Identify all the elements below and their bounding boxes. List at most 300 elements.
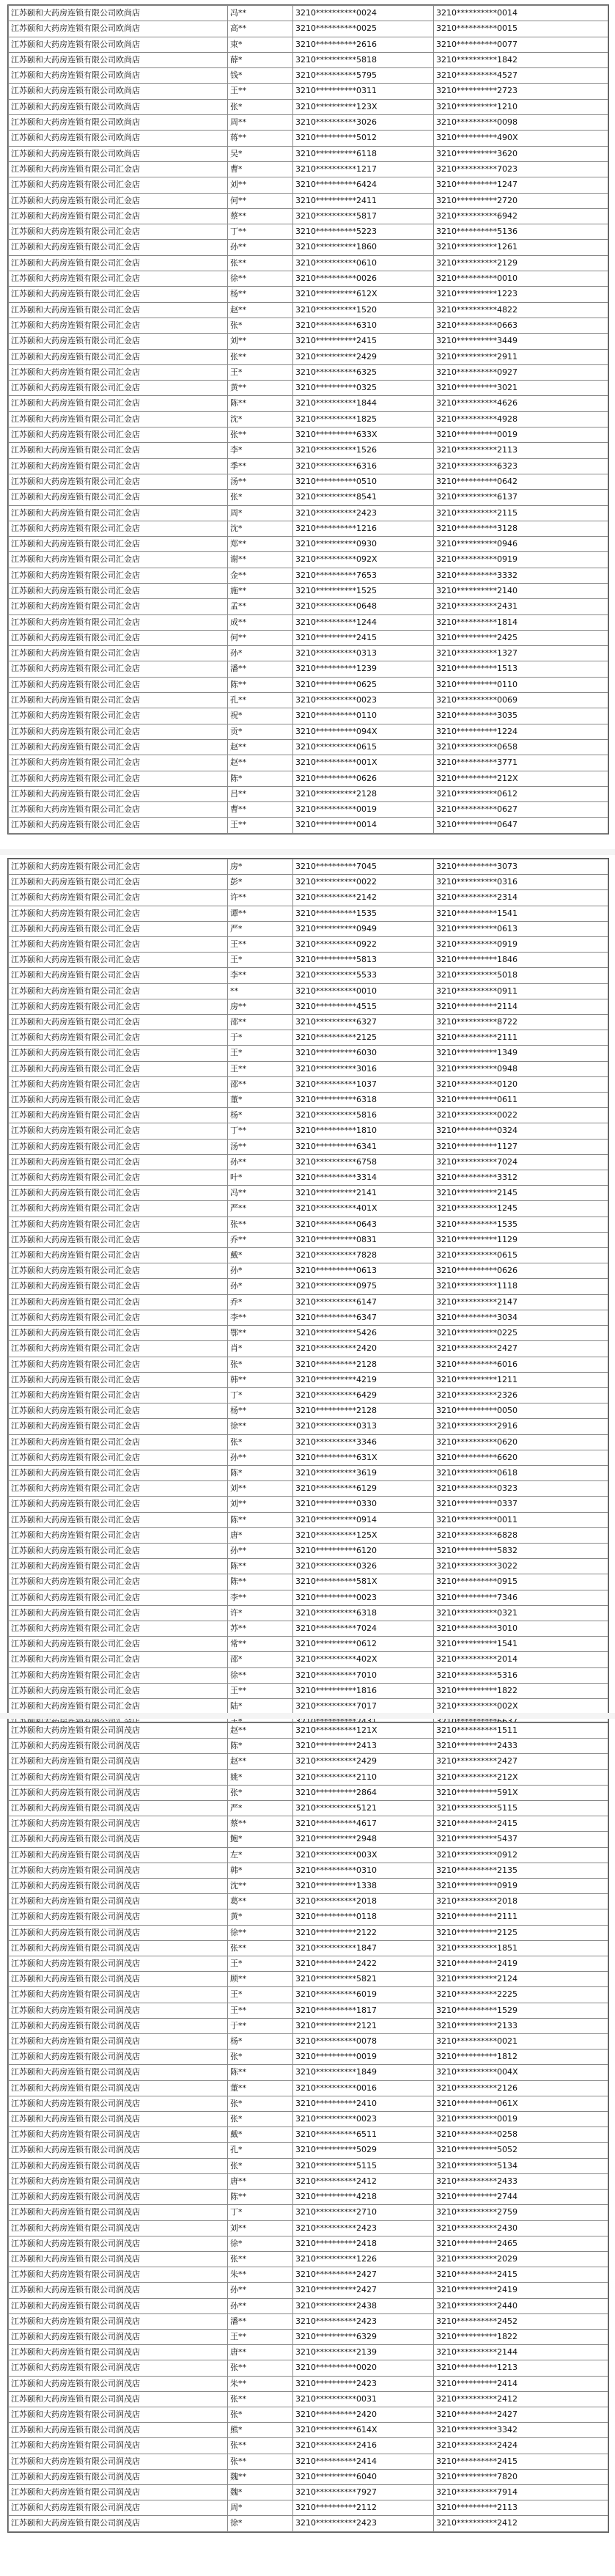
store-cell: 江苏颐和大药房连锁有限公司汇金店	[9, 921, 228, 936]
id-number-cell: 3210**********1860	[293, 240, 434, 255]
table-row	[9, 1030, 608, 1046]
table-row	[9, 1909, 608, 1925]
name-cell: 孙**	[228, 2298, 293, 2313]
name-cell: 孙**	[228, 2283, 293, 2298]
table-row	[9, 755, 608, 771]
id-number-cell: 3210**********7024	[434, 1154, 608, 1170]
store-cell: 江苏颐和大药房连锁有限公司润茂店	[9, 2003, 228, 2018]
table-row	[9, 84, 608, 99]
table-row	[9, 2423, 608, 2438]
id-number-cell: 3210**********3035	[434, 708, 608, 724]
id-number-cell: 3210**********0110	[434, 677, 608, 692]
name-cell: 谭**	[228, 906, 293, 921]
id-number-cell: 3210**********6942	[434, 208, 608, 224]
id-number-cell: 3210**********0019	[293, 802, 434, 818]
table-row	[9, 1723, 608, 1739]
id-number-cell: 3210**********0663	[434, 318, 608, 333]
id-number-cell: 3210**********2433	[434, 2173, 608, 2189]
table-row	[9, 428, 608, 443]
id-number-cell: 3210**********2864	[293, 1785, 434, 1800]
table-row	[9, 739, 608, 755]
name-cell: 唐**	[228, 2345, 293, 2360]
table-row	[9, 521, 608, 536]
id-number-cell: 3210**********8541	[293, 490, 434, 505]
store-cell: 江苏颐和大药房连锁有限公司润茂店	[9, 1987, 228, 2003]
name-cell: 王**	[228, 1061, 293, 1076]
id-number-cell: 3210**********1127	[434, 1139, 608, 1154]
name-cell: 张*	[228, 1785, 293, 1800]
store-cell: 江苏颐和大药房连锁有限公司润茂店	[9, 1769, 228, 1785]
name-cell: 孔**	[228, 693, 293, 708]
name-cell: 葛**	[228, 1894, 293, 1909]
table-row	[9, 1387, 608, 1403]
id-number-cell: 3210**********0023	[293, 2112, 434, 2127]
id-number-cell: 3210**********0919	[434, 1879, 608, 1894]
id-number-cell: 3210**********3619	[293, 1465, 434, 1480]
id-number-cell: 3210**********2440	[434, 2298, 608, 2313]
name-cell: 王**	[228, 818, 293, 833]
name-cell: 周**	[228, 115, 293, 131]
id-number-cell: 3210**********0120	[434, 1076, 608, 1092]
store-cell: 江苏颐和大药房连锁有限公司润茂店	[9, 2313, 228, 2329]
name-cell: 汤**	[228, 1139, 293, 1154]
id-number-cell: 3210**********2419	[434, 1956, 608, 1972]
id-number-cell: 3210**********0612	[434, 786, 608, 801]
store-cell: 江苏颐和大药房连锁有限公司润茂店	[9, 1832, 228, 1847]
name-cell: 张**	[228, 2438, 293, 2454]
table-row	[9, 2173, 608, 2189]
store-cell: 江苏颐和大药房连锁有限公司润茂店	[9, 2267, 228, 2283]
name-cell: 冯**	[228, 6, 293, 21]
table-row	[9, 2298, 608, 2313]
id-number-cell: 3210**********6318	[293, 1093, 434, 1108]
name-cell: 王**	[228, 84, 293, 99]
store-cell: 江苏颐和大药房连锁有限公司汇金店	[9, 771, 228, 786]
table-row	[9, 1574, 608, 1590]
table-row	[9, 1497, 608, 1512]
table-row	[9, 1201, 608, 1217]
name-cell: 张*	[228, 2112, 293, 2127]
table-row	[9, 1698, 608, 1714]
id-number-cell: 3210**********2744	[434, 2190, 608, 2205]
store-cell: 江苏颐和大药房连锁有限公司汇金店	[9, 490, 228, 505]
id-number-cell: 3210**********2911	[434, 349, 608, 364]
id-number-cell: 3210**********0643	[293, 1217, 434, 1232]
id-number-cell: 3210**********0014	[293, 818, 434, 833]
name-cell: 孙*	[228, 1279, 293, 1294]
id-number-cell: 3210**********003X	[293, 1847, 434, 1863]
id-number-cell: 3210**********5223	[293, 224, 434, 240]
table-row	[9, 364, 608, 380]
store-cell: 江苏颐和大药房连锁有限公司润茂店	[9, 2516, 228, 2531]
id-number-cell: 3210**********2139	[293, 2345, 434, 2360]
table-row	[9, 906, 608, 921]
id-number-cell: 3210**********2125	[434, 1925, 608, 1940]
table-row	[9, 999, 608, 1014]
id-number-cell: 3210**********5533	[293, 968, 434, 983]
id-number-cell: 3210**********0647	[434, 818, 608, 833]
store-cell: 江苏颐和大药房连锁有限公司润茂店	[9, 1801, 228, 1816]
id-number-cell: 3210**********1511	[434, 1723, 608, 1739]
id-number-cell: 3210**********6347	[293, 1310, 434, 1325]
table-row	[9, 1956, 608, 1972]
name-cell: 魏**	[228, 2469, 293, 2484]
name-cell: 鄂**	[228, 1326, 293, 1341]
store-cell: 江苏颐和大药房连锁有限公司汇金店	[9, 968, 228, 983]
id-number-cell: 3210**********3312	[434, 1170, 608, 1186]
name-cell: 杨*	[228, 2034, 293, 2050]
id-number-cell: 3210**********002X	[434, 1698, 608, 1714]
id-number-cell: 3210**********6310	[293, 318, 434, 333]
id-number-cell: 3210**********2616	[293, 37, 434, 52]
id-number-cell: 3210**********1216	[293, 521, 434, 536]
table-row	[9, 161, 608, 177]
table-row	[9, 890, 608, 906]
id-number-cell: 3210**********6424	[293, 177, 434, 193]
name-cell: 孙**	[228, 1154, 293, 1170]
id-number-cell: 3210**********2423	[293, 505, 434, 521]
name-cell: 张**	[228, 2360, 293, 2376]
name-cell: 张*	[228, 99, 293, 114]
name-cell: 孙**	[228, 240, 293, 255]
name-cell: 郑**	[228, 537, 293, 552]
id-number-cell: 3210**********7346	[434, 1590, 608, 1605]
name-cell: 王*	[228, 364, 293, 380]
name-cell: 孔*	[228, 2143, 293, 2158]
store-cell: 江苏颐和大药房连锁有限公司汇金店	[9, 428, 228, 443]
id-number-cell: 3210**********0019	[434, 2112, 608, 2127]
name-cell: 施**	[228, 583, 293, 598]
store-cell: 江苏颐和大药房连锁有限公司汇金店	[9, 1186, 228, 1201]
id-number-cell: 3210**********2128	[293, 1403, 434, 1419]
table-row	[9, 2112, 608, 2127]
name-cell: 张*	[228, 318, 293, 333]
id-number-cell: 3210**********1822	[434, 2329, 608, 2344]
table-row	[9, 193, 608, 208]
id-number-cell: 3210**********3771	[434, 755, 608, 771]
id-number-cell: 3210**********3332	[434, 568, 608, 583]
id-number-cell: 3210**********0610	[293, 255, 434, 271]
store-cell: 江苏颐和大药房连锁有限公司润茂店	[9, 1739, 228, 1754]
name-cell: 孙**	[228, 1543, 293, 1558]
store-cell: 江苏颐和大药房连锁有限公司润茂店	[9, 2034, 228, 2050]
id-number-cell: 3210**********0922	[293, 937, 434, 953]
id-number-cell: 3210**********1217	[293, 161, 434, 177]
id-number-cell: 3210**********2431	[434, 599, 608, 614]
id-number-cell: 3210**********1812	[434, 2050, 608, 2065]
id-number-cell: 3210**********1847	[293, 1940, 434, 1956]
table-row	[9, 1621, 608, 1636]
id-number-cell: 3210**********0022	[293, 875, 434, 890]
name-cell: 彭*	[228, 875, 293, 890]
name-cell: 徐**	[228, 1667, 293, 1683]
table-row	[9, 2143, 608, 2158]
page-break	[0, 1713, 615, 1719]
id-number-cell: 3210**********0313	[293, 1419, 434, 1434]
store-cell: 江苏颐和大药房连锁有限公司欧尚店	[9, 84, 228, 99]
id-number-cell: 3210**********5134	[434, 2158, 608, 2173]
store-cell: 江苏颐和大药房连锁有限公司汇金店	[9, 1559, 228, 1574]
name-cell: 刘**	[228, 177, 293, 193]
id-number-cell: 3210**********5052	[434, 2143, 608, 2158]
id-number-cell: 3210**********0010	[293, 983, 434, 999]
name-cell: 潘**	[228, 661, 293, 677]
name-cell: 戴*	[228, 2127, 293, 2143]
id-number-cell: 3210**********5316	[434, 1667, 608, 1683]
name-cell: 祝*	[228, 708, 293, 724]
table-row	[9, 983, 608, 999]
id-number-cell: 3210**********1349	[434, 1046, 608, 1061]
table-row	[9, 1652, 608, 1667]
id-number-cell: 3210**********001X	[293, 755, 434, 771]
table-row	[9, 1543, 608, 1558]
id-number-cell: 3210**********0031	[293, 2391, 434, 2407]
name-cell: 丁**	[228, 1123, 293, 1139]
name-cell: 乔*	[228, 1294, 293, 1310]
id-number-cell: 3210**********1037	[293, 1076, 434, 1092]
id-number-cell: 3210**********212X	[434, 771, 608, 786]
table-row	[9, 287, 608, 302]
id-number-cell: 3210**********1817	[293, 2003, 434, 2018]
store-cell: 江苏颐和大药房连锁有限公司润茂店	[9, 2500, 228, 2516]
table-row	[9, 875, 608, 890]
table-row	[9, 1076, 608, 1092]
id-number-cell: 3210**********0919	[434, 937, 608, 953]
id-number-cell: 3210**********2427	[434, 1341, 608, 1357]
store-cell: 江苏颐和大药房连锁有限公司欧尚店	[9, 68, 228, 84]
store-cell: 江苏颐和大药房连锁有限公司汇金店	[9, 1341, 228, 1357]
id-number-cell: 3210**********0313	[293, 646, 434, 661]
id-number-cell: 3210**********2142	[293, 890, 434, 906]
table-row	[9, 396, 608, 411]
table-row	[9, 2500, 608, 2516]
name-cell: 蒋**	[228, 131, 293, 146]
table-row	[9, 1108, 608, 1123]
table-row	[9, 2190, 608, 2205]
table-row	[9, 583, 608, 598]
id-number-cell: 3210**********1525	[293, 583, 434, 598]
id-number-cell: 3210**********1529	[434, 2003, 608, 2018]
table-row	[9, 1801, 608, 1816]
id-number-cell: 3210**********2438	[293, 2298, 434, 2313]
id-number-cell: 3210**********0022	[434, 1108, 608, 1123]
table-row	[9, 1879, 608, 1894]
table-row	[9, 1754, 608, 1769]
name-cell: 张*	[228, 2096, 293, 2111]
name-cell: 杨**	[228, 1403, 293, 1419]
name-cell: 蔡**	[228, 1816, 293, 1832]
id-number-cell: 3210**********1541	[434, 1637, 608, 1652]
id-number-cell: 3210**********2916	[434, 1419, 608, 1434]
name-cell: **	[228, 983, 293, 999]
name-cell: 黄**	[228, 381, 293, 396]
id-number-cell: 3210**********0612	[293, 1637, 434, 1652]
id-number-cell: 3210**********6129	[293, 1481, 434, 1497]
id-number-cell: 3210**********2414	[293, 2454, 434, 2469]
id-number-cell: 3210**********0023	[293, 1590, 434, 1605]
id-number-cell: 3210**********2113	[434, 443, 608, 458]
id-number-cell: 3210**********0077	[434, 37, 608, 52]
id-number-cell: 3210**********0324	[434, 1123, 608, 1139]
id-number-cell: 3210**********3021	[434, 381, 608, 396]
id-number-cell: 3210**********6030	[293, 1046, 434, 1061]
store-cell: 江苏颐和大药房连锁有限公司润茂店	[9, 2391, 228, 2407]
id-number-cell: 3210**********6120	[293, 1543, 434, 1558]
id-number-cell: 3210**********6316	[293, 458, 434, 474]
name-cell: 孙*	[228, 1263, 293, 1279]
table-row	[9, 2484, 608, 2500]
name-cell: 李**	[228, 1590, 293, 1605]
table-row	[9, 2018, 608, 2033]
record-table	[8, 1722, 608, 2532]
name-cell: 丁*	[228, 2205, 293, 2220]
name-cell: 赵**	[228, 1723, 293, 1739]
table-row	[9, 1683, 608, 1698]
id-number-cell: 3210**********4527	[434, 68, 608, 84]
store-cell: 江苏颐和大药房连锁有限公司汇金店	[9, 396, 228, 411]
id-number-cell: 3210**********4617	[293, 1816, 434, 1832]
table-row	[9, 2080, 608, 2096]
id-number-cell: 3210**********6118	[293, 146, 434, 161]
store-cell: 江苏颐和大药房连锁有限公司汇金店	[9, 630, 228, 645]
table-row	[9, 2236, 608, 2251]
table-row	[9, 708, 608, 724]
name-cell: 成**	[228, 614, 293, 630]
table-row	[9, 724, 608, 739]
id-number-cell: 3210**********6429	[293, 1387, 434, 1403]
store-cell: 江苏颐和大药房连锁有限公司汇金店	[9, 1605, 228, 1621]
name-cell: 张**	[228, 2391, 293, 2407]
name-cell: 张*	[228, 2050, 293, 2065]
id-number-cell: 3210**********1535	[434, 1217, 608, 1232]
store-cell: 江苏颐和大药房连锁有限公司汇金店	[9, 568, 228, 583]
table-row	[9, 68, 608, 84]
id-number-cell: 3210**********0625	[293, 677, 434, 692]
table-row	[9, 802, 608, 818]
store-cell: 江苏颐和大药房连锁有限公司润茂店	[9, 1879, 228, 1894]
store-cell: 江苏颐和大药房连锁有限公司汇金店	[9, 1123, 228, 1139]
store-cell: 江苏颐和大药房连锁有限公司润茂店	[9, 2438, 228, 2454]
id-number-cell: 3210**********2427	[434, 1754, 608, 1769]
name-cell: 张**	[228, 349, 293, 364]
id-number-cell: 3210**********5115	[293, 2158, 434, 2173]
id-number-cell: 3210**********123X	[293, 99, 434, 114]
id-number-cell: 3210**********0912	[434, 1847, 608, 1863]
store-cell: 江苏颐和大药房连锁有限公司润茂店	[9, 2484, 228, 2500]
store-cell: 江苏颐和大药房连锁有限公司汇金店	[9, 537, 228, 552]
table-row	[9, 474, 608, 489]
id-number-cell: 3210**********5012	[293, 131, 434, 146]
id-number-cell: 3210**********7010	[293, 1667, 434, 1683]
id-number-cell: 3210**********2314	[434, 890, 608, 906]
table-row	[9, 146, 608, 161]
table-row	[9, 771, 608, 786]
id-number-cell: 3210**********2141	[293, 1186, 434, 1201]
id-number-cell: 3210**********2427	[434, 2407, 608, 2422]
id-number-cell: 3210**********0019	[434, 428, 608, 443]
id-number-cell: 3210**********6620	[434, 1450, 608, 1465]
id-number-cell: 3210**********2429	[293, 349, 434, 364]
store-cell: 江苏颐和大药房连锁有限公司汇金店	[9, 1310, 228, 1325]
store-cell: 江苏颐和大药房连锁有限公司汇金店	[9, 755, 228, 771]
id-number-cell: 3210**********3022	[434, 1559, 608, 1574]
store-cell: 江苏颐和大药房连锁有限公司汇金店	[9, 474, 228, 489]
name-cell: 陈**	[228, 2065, 293, 2080]
id-number-cell: 3210**********0613	[293, 1263, 434, 1279]
id-number-cell: 3210**********6147	[293, 1294, 434, 1310]
id-number-cell: 3210**********2425	[434, 630, 608, 645]
id-number-cell: 3210**********2018	[434, 1894, 608, 1909]
store-cell: 江苏颐和大药房连锁有限公司汇金店	[9, 1030, 228, 1046]
name-cell: 董*	[228, 1093, 293, 1108]
id-number-cell: 3210**********0015	[434, 21, 608, 37]
id-number-cell: 3210**********0014	[434, 6, 608, 21]
store-cell: 江苏颐和大药房连锁有限公司润茂店	[9, 2376, 228, 2391]
name-cell: 严*	[228, 1801, 293, 1816]
id-number-cell: 3210**********0975	[293, 1279, 434, 1294]
store-cell: 江苏颐和大药房连锁有限公司汇金店	[9, 1637, 228, 1652]
table-row	[9, 1310, 608, 1325]
name-cell: 曹**	[228, 802, 293, 818]
id-number-cell: 3210**********1520	[293, 302, 434, 318]
table-block-2	[7, 858, 609, 1731]
id-number-cell: 3210**********3342	[434, 2423, 608, 2438]
store-cell: 江苏颐和大药房连锁有限公司汇金店	[9, 1527, 228, 1543]
store-cell: 江苏颐和大药房连锁有限公司汇金店	[9, 1139, 228, 1154]
store-cell: 江苏颐和大药房连锁有限公司润茂店	[9, 2298, 228, 2313]
table-row	[9, 2220, 608, 2236]
id-number-cell: 3210**********2420	[293, 2407, 434, 2422]
table-row	[9, 2313, 608, 2329]
id-number-cell: 3210**********2415	[293, 334, 434, 349]
id-number-cell: 3210**********0021	[434, 2034, 608, 2050]
id-number-cell: 3210**********2424	[434, 2438, 608, 2454]
id-number-cell: 3210**********5029	[293, 2143, 434, 2158]
id-number-cell: 3210**********0326	[293, 1559, 434, 1574]
table-row	[9, 677, 608, 692]
table-row	[9, 937, 608, 953]
name-cell: 乔**	[228, 1232, 293, 1247]
id-number-cell: 3210**********2122	[293, 1925, 434, 1940]
id-number-cell: 3210**********092X	[293, 552, 434, 568]
store-cell: 江苏颐和大药房连锁有限公司欧尚店	[9, 99, 228, 114]
id-number-cell: 3210**********7017	[293, 1698, 434, 1714]
id-number-cell: 3210**********1825	[293, 411, 434, 427]
id-number-cell: 3210**********8722	[434, 1015, 608, 1030]
store-cell: 江苏颐和大药房连锁有限公司汇金店	[9, 739, 228, 755]
table-row	[9, 568, 608, 583]
table-block-1	[7, 4, 609, 834]
store-cell: 江苏颐和大药房连锁有限公司润茂店	[9, 2096, 228, 2111]
table-row	[9, 693, 608, 708]
id-number-cell: 3210**********2133	[434, 2018, 608, 2033]
store-cell: 江苏颐和大药房连锁有限公司汇金店	[9, 240, 228, 255]
store-cell: 江苏颐和大药房连锁有限公司润茂店	[9, 1925, 228, 1940]
id-number-cell: 3210**********2112	[293, 2500, 434, 2516]
id-number-cell: 3210**********0648	[293, 599, 434, 614]
name-cell: 张**	[228, 1940, 293, 1956]
table-block-3	[7, 1722, 609, 2533]
store-cell: 江苏颐和大药房连锁有限公司润茂店	[9, 2469, 228, 2484]
name-cell: 许**	[228, 890, 293, 906]
name-cell: 张*	[228, 490, 293, 505]
id-number-cell: 3210**********2427	[293, 2267, 434, 2283]
record-table	[8, 859, 608, 1730]
table-row	[9, 208, 608, 224]
table-row	[9, 2096, 608, 2111]
id-number-cell: 3210**********2948	[293, 1832, 434, 1847]
store-cell: 江苏颐和大药房连锁有限公司汇金店	[9, 255, 228, 271]
